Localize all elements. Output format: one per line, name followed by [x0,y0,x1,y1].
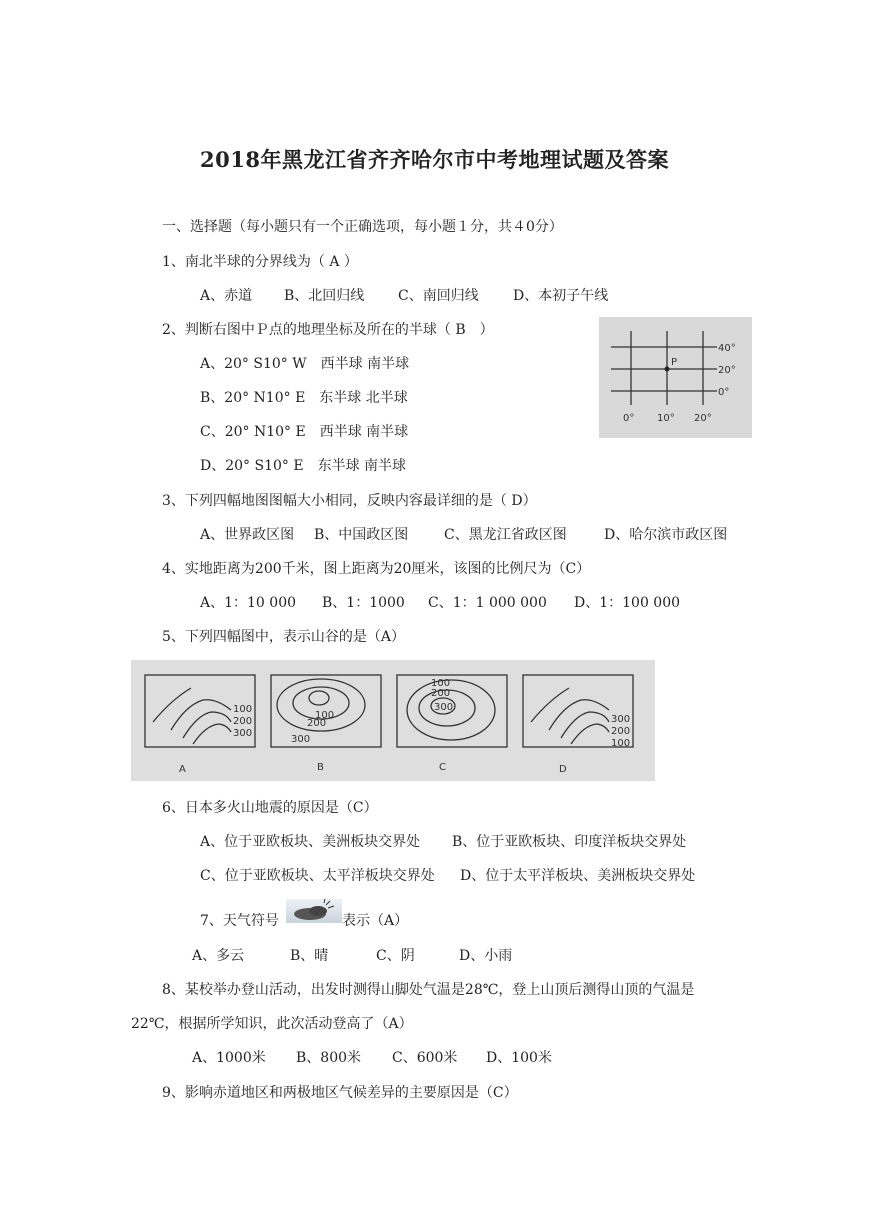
q4-option-b: B、1：1000 [322,595,405,611]
question-4: 4、实地距离为200千米，图上距离为20厘米，该图的比例尺为（C） [162,561,591,577]
q7-option-d: D、小雨 [459,948,513,964]
question-3: 3、下列四幅地图图幅大小相同，反映内容最详细的是（ D） [162,493,537,509]
panel-b-label: B [317,762,324,773]
q1-option-a: A、赤道 [200,288,253,304]
q8-option-b: B、800米 [296,1050,362,1066]
lon-label-20: 20° [694,413,712,424]
q7-option-c: C、阴 [376,948,415,964]
question-8-continued: 22℃，根据所学知识，此次活动登高了（A） [131,1016,413,1032]
q6-option-c: C、位于亚欧板块、太平洋板块交界处 [200,868,435,884]
panel-a-contours [153,688,231,744]
panel-b-contour-inner [309,691,329,705]
lat-lon-grid-figure [599,317,752,438]
panel-c-value-1: 100 [431,678,451,689]
point-p-label: P [671,357,678,368]
lon-label-0: 0° [623,413,635,424]
question-5: 5、下列四幅图中，表示山谷的是（A） [162,629,406,645]
panel-a-value-1: 100 [233,704,253,715]
lat-label-0: 0° [718,387,730,398]
q1-option-b: B、北回归线 [284,288,365,304]
q2-option-d: D、20° S10° E 东半球 南半球 [200,458,407,474]
q8-option-d: D、100米 [486,1050,552,1066]
q6-option-a: A、位于亚欧板块、美洲板块交界处 [200,834,421,850]
q1-option-d: D、本初子午线 [513,288,609,304]
panel-c-value-2: 200 [431,688,451,699]
q8-option-c: C、600米 [392,1050,458,1066]
panel-d-contours [531,688,609,744]
q3-option-d: D、哈尔滨市政区图 [604,527,728,543]
question-2: 2、判断右图中Ｐ点的地理坐标及所在的半球（ B ） [162,322,494,338]
point-p-marker [665,367,670,372]
weather-symbol-cloudy-icon [286,899,342,923]
contour-figure [131,660,655,781]
q4-option-a: A、1：10 000 [200,595,297,611]
question-7-part-a: 7、天气符号 [200,913,279,929]
panel-d-label: D [559,764,567,775]
q6-option-d: D、位于太平洋板块、美洲板块交界处 [460,868,696,884]
panel-a-value-2: 200 [233,716,253,727]
panel-d-value-3: 100 [611,738,631,749]
q2-option-c: C、20° N10° E 西半球 南半球 [200,424,409,440]
panel-d-value-1: 300 [611,714,631,725]
q2-option-b: B、20° N10° E 东半球 北半球 [200,390,408,406]
panel-b-value-3: 300 [291,734,311,745]
question-7-part-b: 表示（A） [342,913,409,929]
panel-a-label: A [179,764,186,775]
q8-option-a: A、1000米 [192,1050,266,1066]
question-8: 8、某校举办登山活动，出发时测得山脚处气温是28℃，登上山顶后测得山顶的气温是 [162,982,695,998]
contour-svg [131,660,655,781]
panel-b-value-1: 100 [315,710,335,721]
question-1: 1、南北半球的分界线为（ A ） [162,254,358,270]
q4-option-c: C、1：1 000 000 [428,595,547,611]
q4-option-d: D、1：100 000 [574,595,681,611]
q3-option-b: B、中国政区图 [314,527,409,543]
lat-label-40: 40° [718,343,736,354]
panel-d-value-2: 200 [611,726,631,737]
q3-option-c: C、黑龙江省政区图 [444,527,567,543]
question-6: 6、日本多火山地震的原因是（C） [162,800,378,816]
lat-label-20: 20° [718,365,736,376]
q7-option-b: B、晴 [290,948,329,964]
panel-a-value-3: 300 [233,728,253,739]
q6-option-b: B、位于亚欧板块、印度洋板块交界处 [452,834,687,850]
grid-svg [599,317,752,438]
lon-label-10: 10° [657,413,675,424]
panel-b-value-2: 200 [307,718,327,729]
question-9: 9、影响赤道地区和两极地区气候差异的主要原因是（C） [162,1085,518,1101]
panel-c-value-3: 300 [434,702,454,713]
q2-option-a: A、20° S10° W 西半球 南半球 [200,356,410,372]
panel-c-label: C [439,762,446,773]
q3-option-a: A、世界政区图 [200,527,295,543]
page-title: 2018年黑龙江省齐齐哈尔市中考地理试题及答案 [200,147,669,172]
section-heading: 一、选择题（每小题只有一个正确选项，每小题１分，共４0分） [162,219,563,235]
q7-option-a: A、多云 [192,948,245,964]
q1-option-c: C、南回归线 [398,288,479,304]
